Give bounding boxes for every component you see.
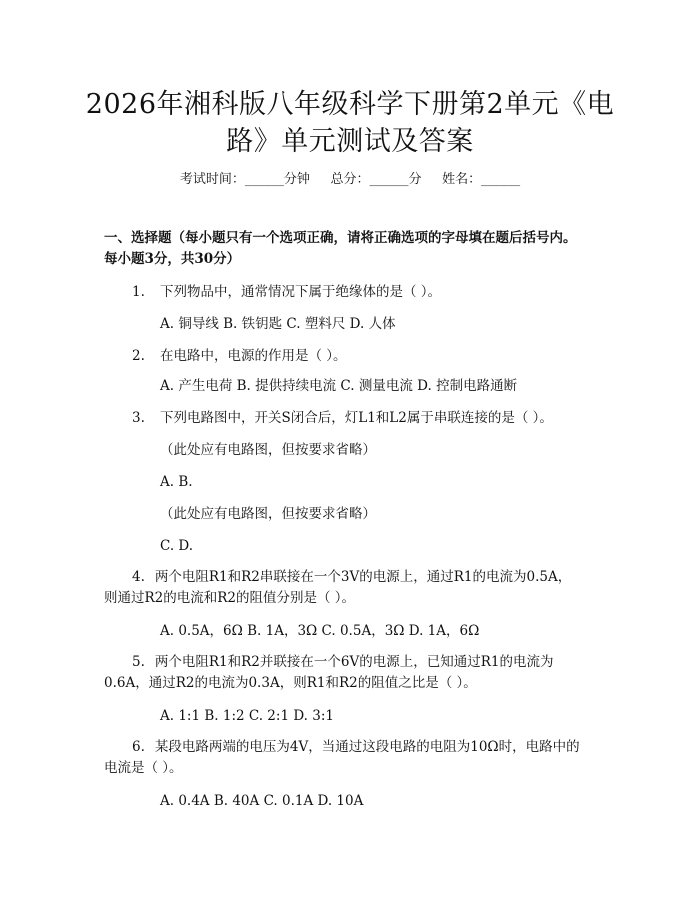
question-text: 某段电路两端的电压为4V，当通过这段电路的电阻为10Ω时，电路中的 (154, 739, 580, 755)
question-number: 3. (132, 410, 145, 426)
question-text-line-1 (104, 652, 604, 673)
section-heading (104, 228, 604, 270)
exam-meta-line: 考试时间：______分钟 总分：______分 姓名：______ (179, 172, 521, 187)
question-3-note-1: （此处应有电路图，但按要求省略） (160, 442, 376, 458)
title-line-1: 2026年湘科版八年级科学下册第2单元《电 (85, 89, 615, 120)
question-number: 5. (132, 654, 145, 670)
question-text-line-2: 电流是（ ）。 (104, 760, 183, 776)
question-6 (104, 737, 604, 779)
question-text: 下列物品中，通常情况下属于绝缘体的是（ ）。 (160, 284, 442, 300)
question-text: 下列电路图中，开关S闭合后，灯L1和L2属于串联连接的是（ ）。 (160, 410, 553, 426)
question-text: 两个电阻R1和R2串联接在一个3V的电源上，通过R1的电流为0.5A， (154, 569, 572, 585)
question-3-options-1: A. B. (160, 474, 193, 490)
question-5 (104, 652, 604, 694)
question-5-options: A. 1:1 B. 1:2 C. 2:1 D. 3:1 (160, 708, 334, 724)
question-text-line-2: 则通过R2的电流和R2的阻值分别是（ ）。 (104, 590, 356, 606)
question-text-line-1 (104, 737, 604, 758)
question-text: 在电路中，电源的作用是（ ）。 (160, 348, 347, 364)
question-3-options-2: C. D. (160, 538, 194, 554)
question-number: 1. (132, 284, 145, 300)
question-text-line-2: 0.6A，通过R2的电流为0.3A，则R1和R2的阻值之比是（ ）。 (104, 675, 477, 691)
question-number: 6. (132, 739, 145, 755)
question-text-line-1 (104, 567, 604, 588)
title-line-2: 路》单元测试及答案 (226, 126, 474, 157)
question-2 (132, 346, 612, 367)
question-text: 两个电阻R1和R2并联接在一个6V的电源上，已知通过R1的电流为 (154, 654, 554, 670)
question-4-options: A. 0.5A，6Ω B. 1A，3Ω C. 0.5A，3Ω D. 1A，6Ω (160, 623, 480, 639)
question-3-note-2: （此处应有电路图，但按要求省略） (160, 506, 376, 522)
question-4 (104, 567, 604, 609)
question-3 (132, 408, 612, 429)
question-2-options: A. 产生电荷 B. 提供持续电流 C. 测量电流 D. 控制电路通断 (160, 378, 518, 394)
section-heading-line-1: 一、选择题（每小题只有一个选项正确，请将正确选项的字母填在题后括号内。 (104, 230, 577, 246)
question-6-options: A. 0.4A B. 40A C. 0.1A D. 10A (160, 793, 364, 809)
question-number: 2. (132, 348, 145, 364)
question-1-options: A. 铜导线 B. 铁钥匙 C. 塑料尺 D. 人体 (160, 316, 396, 332)
section-heading-line-2: 每小题3分，共30分） (104, 251, 241, 267)
question-number: 4. (132, 569, 145, 585)
question-1 (132, 282, 612, 303)
document-title (60, 86, 640, 160)
